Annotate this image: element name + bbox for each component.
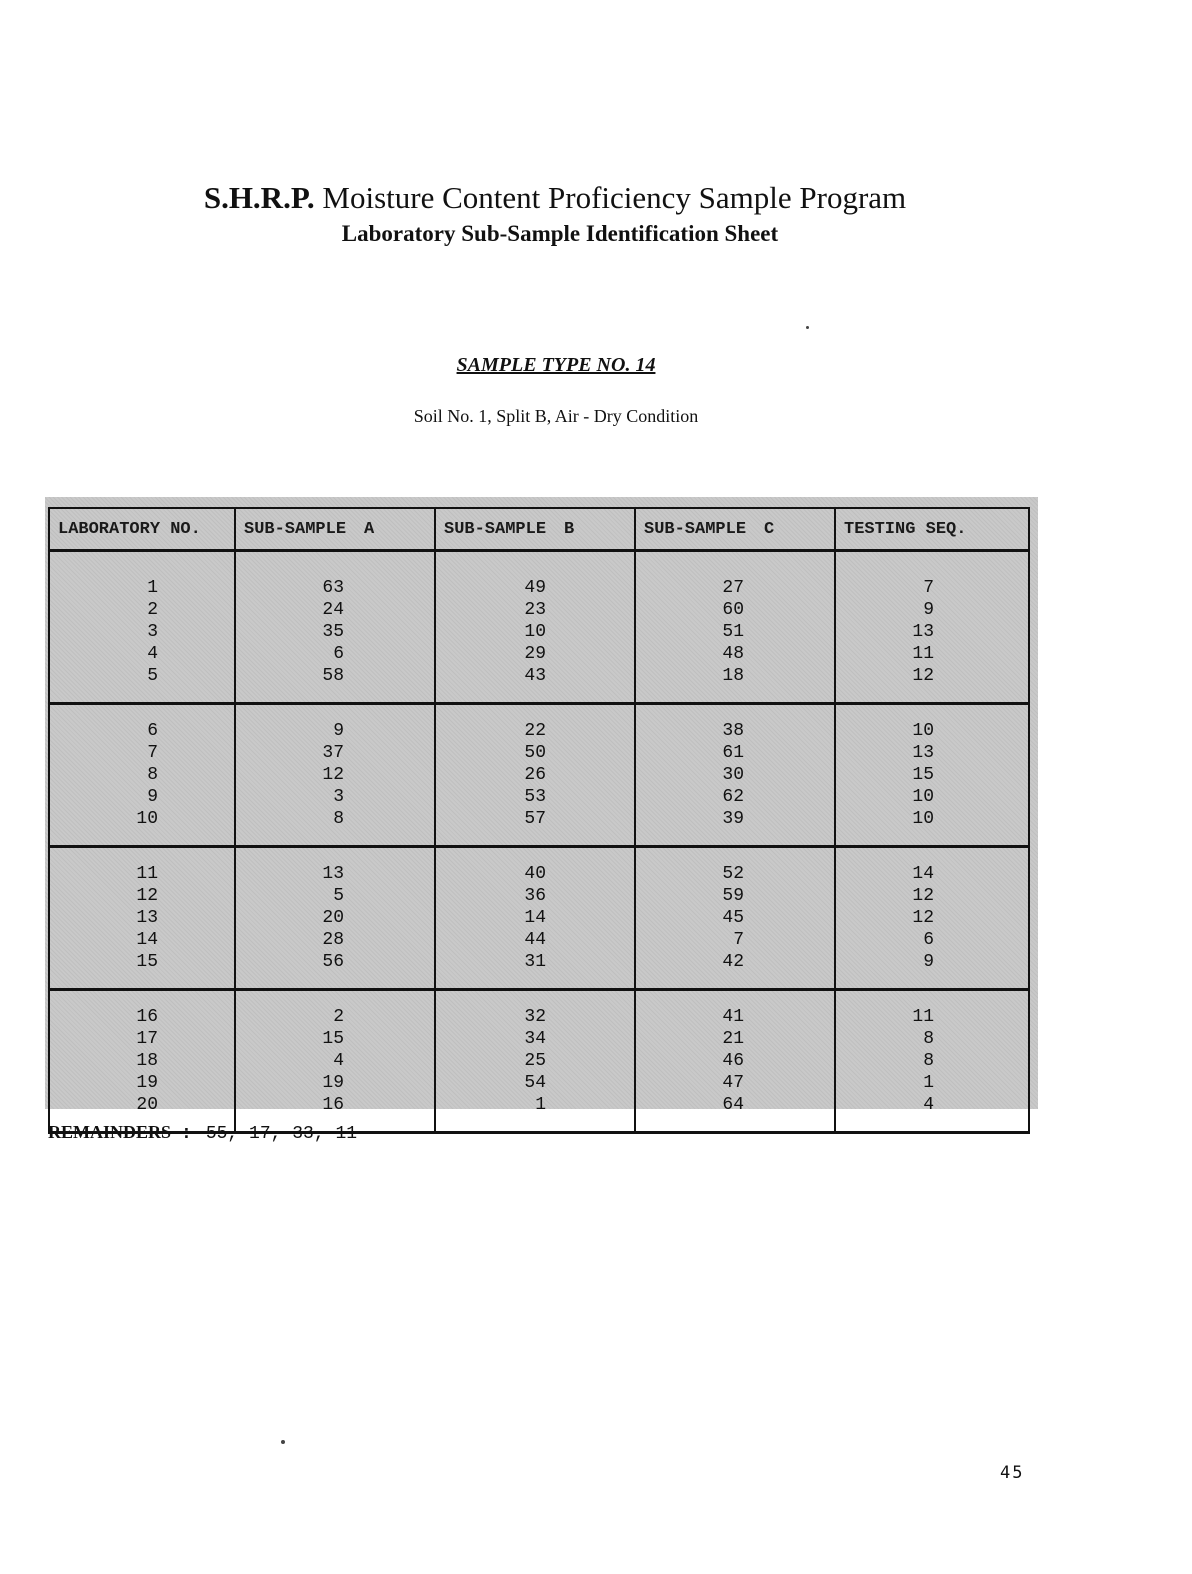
program-name: Moisture Content Proficiency Sample Program xyxy=(322,180,907,215)
cell-laboratory-no xyxy=(49,990,235,1133)
cell-values xyxy=(236,863,344,973)
cell-value: 8 xyxy=(333,809,344,829)
cell-value: 25 xyxy=(524,1051,546,1071)
cell-value: 60 xyxy=(722,600,744,620)
cell-value: 12 xyxy=(912,908,934,928)
cell-value: 63 xyxy=(322,578,344,598)
cell-values xyxy=(436,1006,546,1116)
cell-sub-sample-a xyxy=(235,990,435,1133)
cell-value: 3 xyxy=(333,787,344,807)
cell-value: 19 xyxy=(322,1073,344,1093)
program-abbreviation: S.H.R.P. xyxy=(203,180,315,215)
cell-values xyxy=(50,863,158,973)
cell-value: 50 xyxy=(524,743,546,763)
cell-value: 6 xyxy=(923,930,934,950)
cell-values xyxy=(836,720,934,830)
cell-value: 48 xyxy=(722,644,744,664)
cell-value: 10 xyxy=(524,622,546,642)
page-number: 45 xyxy=(1000,1463,1025,1483)
cell-value: 14 xyxy=(524,908,546,928)
cell-value: 49 xyxy=(524,578,546,598)
cell-value: 51 xyxy=(722,622,744,642)
cell-sub-sample-a xyxy=(235,847,435,990)
cell-value: 8 xyxy=(923,1051,934,1071)
cell-value: 4 xyxy=(333,1051,344,1071)
cell-values xyxy=(836,863,934,973)
cell-value: 30 xyxy=(722,765,744,785)
document-subtitle: Laboratory Sub-Sample Identification Sheet xyxy=(341,221,779,246)
cell-value: 20 xyxy=(322,908,344,928)
cell-values xyxy=(50,577,158,687)
cell-value: 12 xyxy=(322,765,344,785)
cell-value: 7 xyxy=(733,930,744,950)
cell-value: 22 xyxy=(524,721,546,741)
cell-values xyxy=(436,577,546,687)
cell-value: 54 xyxy=(524,1073,546,1093)
cell-value: 12 xyxy=(912,666,934,686)
cell-testing-seq xyxy=(835,847,1029,990)
cell-value: 15 xyxy=(912,765,934,785)
cell-value: 47 xyxy=(722,1073,744,1093)
cell-value: 1 xyxy=(535,1095,546,1115)
cell-sub-sample-b xyxy=(435,551,635,704)
cell-value: 13 xyxy=(322,864,344,884)
cell-values xyxy=(236,1006,344,1116)
cell-sub-sample-a xyxy=(235,704,435,847)
cell-testing-seq xyxy=(835,990,1029,1133)
cell-value: 15 xyxy=(322,1029,344,1049)
cell-value: 7 xyxy=(147,743,158,763)
cell-value: 53 xyxy=(524,787,546,807)
cell-value: 10 xyxy=(912,809,934,829)
table-header-row xyxy=(49,508,1029,551)
cell-value: 29 xyxy=(524,644,546,664)
cell-value: 24 xyxy=(322,600,344,620)
cell-value: 9 xyxy=(923,952,934,972)
cell-laboratory-no xyxy=(49,847,235,990)
cell-sub-sample-c xyxy=(635,704,835,847)
cell-value: 8 xyxy=(147,765,158,785)
remainders-separator: : xyxy=(181,1124,192,1144)
cell-value: 13 xyxy=(136,908,158,928)
table-body xyxy=(49,551,1029,1133)
cell-value: 5 xyxy=(147,666,158,686)
cell-testing-seq xyxy=(835,551,1029,704)
cell-sub-sample-a xyxy=(235,551,435,704)
cell-value: 39 xyxy=(722,809,744,829)
document-title xyxy=(0,180,1110,216)
cell-value: 36 xyxy=(524,886,546,906)
cell-testing-seq xyxy=(835,704,1029,847)
cell-sub-sample-b xyxy=(435,990,635,1133)
cell-value: 10 xyxy=(912,721,934,741)
table-background xyxy=(45,497,1038,1115)
cell-value: 56 xyxy=(322,952,344,972)
cell-values xyxy=(836,1006,934,1116)
scan-speck xyxy=(806,326,809,329)
cell-value: 14 xyxy=(912,864,934,884)
cell-value: 2 xyxy=(147,600,158,620)
cell-value: 4 xyxy=(147,644,158,664)
cell-value: 34 xyxy=(524,1029,546,1049)
cell-value: 40 xyxy=(524,864,546,884)
remainders-values: 55, 17, 33, 11 xyxy=(205,1124,358,1144)
table-row-group xyxy=(49,704,1029,847)
cell-laboratory-no xyxy=(49,551,235,704)
cell-value: 11 xyxy=(912,1007,934,1027)
cell-value: 17 xyxy=(136,1029,158,1049)
cell-value: 7 xyxy=(923,578,934,598)
cell-value: 37 xyxy=(322,743,344,763)
cell-sub-sample-c xyxy=(635,847,835,990)
cell-values xyxy=(436,863,546,973)
cell-value: 41 xyxy=(722,1007,744,1027)
cell-value: 14 xyxy=(136,930,158,950)
cell-value: 57 xyxy=(524,809,546,829)
cell-values xyxy=(636,577,744,687)
cell-sub-sample-c xyxy=(635,990,835,1133)
cell-values xyxy=(436,720,546,830)
cell-sub-sample-b xyxy=(435,704,635,847)
cell-value: 42 xyxy=(722,952,744,972)
cell-value: 3 xyxy=(147,622,158,642)
cell-value: 4 xyxy=(923,1095,934,1115)
sample-condition: Soil No. 1, Split B, Air - Dry Condition xyxy=(413,406,699,426)
cell-value: 45 xyxy=(722,908,744,928)
cell-value: 10 xyxy=(912,787,934,807)
sample-type-heading: SAMPLE TYPE NO. 14 xyxy=(456,354,656,376)
cell-values xyxy=(236,720,344,830)
cell-values xyxy=(636,863,744,973)
cell-value: 35 xyxy=(322,622,344,642)
col-header-sub-sample-b: SUB-SAMPLE B xyxy=(435,508,635,551)
cell-value: 12 xyxy=(136,886,158,906)
sub-sample-table xyxy=(48,507,1030,1134)
cell-value: 9 xyxy=(333,721,344,741)
cell-value: 9 xyxy=(147,787,158,807)
remainders-label: REMAINDERS xyxy=(48,1122,172,1142)
cell-value: 9 xyxy=(923,600,934,620)
col-header-sub-sample-a: SUB-SAMPLE A xyxy=(235,508,435,551)
cell-value: 26 xyxy=(524,765,546,785)
cell-value: 52 xyxy=(722,864,744,884)
col-header-laboratory-no: LABORATORY NO. xyxy=(49,508,235,551)
cell-value: 44 xyxy=(524,930,546,950)
cell-value: 62 xyxy=(722,787,744,807)
cell-value: 13 xyxy=(912,622,934,642)
cell-value: 11 xyxy=(912,644,934,664)
cell-laboratory-no xyxy=(49,704,235,847)
cell-value: 16 xyxy=(136,1007,158,1027)
cell-value: 21 xyxy=(722,1029,744,1049)
cell-value: 10 xyxy=(136,809,158,829)
cell-value: 13 xyxy=(912,743,934,763)
cell-value: 23 xyxy=(524,600,546,620)
cell-sub-sample-b xyxy=(435,847,635,990)
scan-speck xyxy=(281,1440,285,1444)
cell-value: 5 xyxy=(333,886,344,906)
cell-value: 16 xyxy=(322,1095,344,1115)
cell-value: 59 xyxy=(722,886,744,906)
cell-values xyxy=(50,1006,158,1116)
cell-value: 38 xyxy=(722,721,744,741)
col-header-sub-sample-c: SUB-SAMPLE C xyxy=(635,508,835,551)
cell-value: 1 xyxy=(923,1073,934,1093)
cell-value: 58 xyxy=(322,666,344,686)
cell-value: 18 xyxy=(722,666,744,686)
table-row-group xyxy=(49,847,1029,990)
cell-value: 19 xyxy=(136,1073,158,1093)
cell-values xyxy=(50,720,158,830)
cell-value: 1 xyxy=(147,578,158,598)
cell-sub-sample-c xyxy=(635,551,835,704)
cell-value: 28 xyxy=(322,930,344,950)
cell-value: 27 xyxy=(722,578,744,598)
cell-values xyxy=(636,1006,744,1116)
cell-values xyxy=(236,577,344,687)
cell-values xyxy=(836,577,934,687)
cell-value: 43 xyxy=(524,666,546,686)
cell-value: 2 xyxy=(333,1007,344,1027)
cell-value: 32 xyxy=(524,1007,546,1027)
cell-value: 46 xyxy=(722,1051,744,1071)
cell-values xyxy=(636,720,744,830)
cell-value: 64 xyxy=(722,1095,744,1115)
cell-value: 8 xyxy=(923,1029,934,1049)
cell-value: 20 xyxy=(136,1095,158,1115)
table-row-group xyxy=(49,551,1029,704)
cell-value: 15 xyxy=(136,952,158,972)
col-header-testing-seq: TESTING SEQ. xyxy=(835,508,1029,551)
cell-value: 11 xyxy=(136,864,158,884)
table-row-group xyxy=(49,990,1029,1133)
cell-value: 6 xyxy=(147,721,158,741)
cell-value: 6 xyxy=(333,644,344,664)
cell-value: 18 xyxy=(136,1051,158,1071)
remainders-line xyxy=(48,1122,357,1144)
cell-value: 12 xyxy=(912,886,934,906)
cell-value: 31 xyxy=(524,952,546,972)
cell-value: 61 xyxy=(722,743,744,763)
